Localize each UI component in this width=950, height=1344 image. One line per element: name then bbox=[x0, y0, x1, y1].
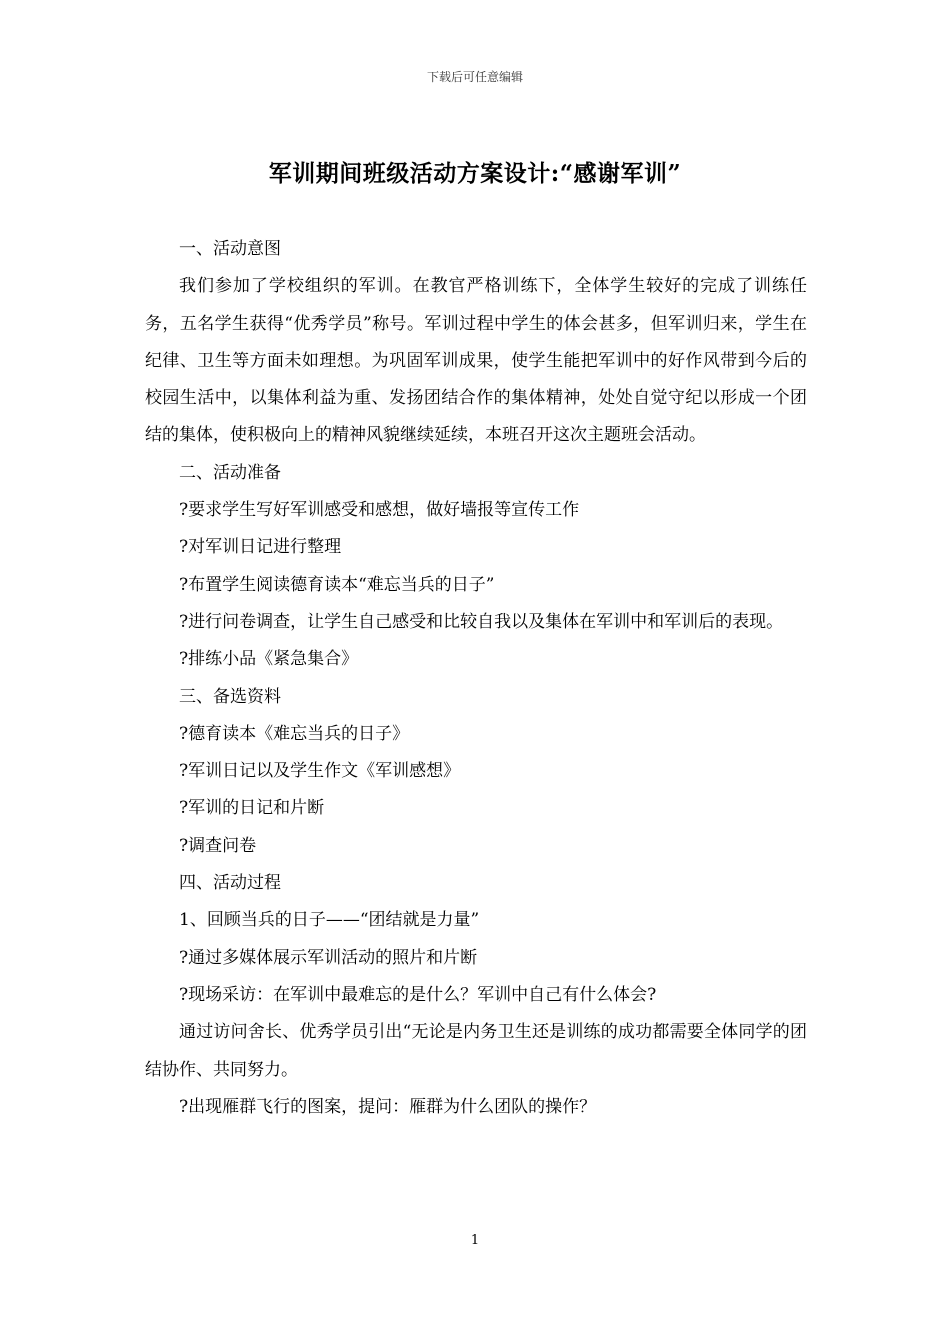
list-item: ?要求学生写好军训感受和感想，做好墙报等宣传工作 bbox=[179, 500, 580, 521]
list-item: ?调查问卷 bbox=[179, 835, 257, 856]
list-item: ?通过多媒体展示军训活动的照片和片断 bbox=[179, 947, 478, 968]
list-item: ?军训的日记和片断 bbox=[179, 798, 325, 819]
list-item: ?军训日记以及学生作文《军训感想》 bbox=[179, 761, 461, 782]
paragraph-intent-body: 我们参加了学校组织的军训。在教官严格训练下，全体学生较好的完成了训练任务，五名学生获得“优秀学员”称号。军训过程中学生的体会甚多，但军训归来，学生在纪律、卫生等方面未如理想。为巩固军训成果，使学生能把军训中的好作风带到今后的校园生活中，以集体利益为重、发扬团结合作的集体精神，处处自觉守纪以形成一个团结的集体，使积极向上的精神风貌继续延续，本班召开这次主题班会活动。 bbox=[145, 276, 807, 446]
list-item: ?现场采访：在军训中最难忘的是什么？军训中自己有什么体会? bbox=[179, 984, 657, 1005]
page-header-note: 下载后可任意编辑 bbox=[426, 70, 523, 84]
section-heading-intent: 一、活动意图 bbox=[179, 239, 281, 259]
document-title: 军训期间班级活动方案设计:“感谢军训” bbox=[268, 160, 682, 187]
list-item: ?进行问卷调查，让学生自己感受和比较自我以及集体在军训中和军训后的表现。 bbox=[179, 611, 784, 632]
document-body bbox=[145, 231, 807, 1126]
section-heading-process: 四、活动过程 bbox=[179, 873, 281, 894]
section-heading-preparation: 二、活动准备 bbox=[179, 462, 281, 483]
page-number: 1 bbox=[470, 1233, 480, 1248]
subsection-heading: 1、回顾当兵的日子——“团结就是力量” bbox=[179, 910, 480, 931]
list-item: ?布置学生阅读德育读本“难忘当兵的日子” bbox=[179, 574, 495, 595]
list-item: ?对军训日记进行整理 bbox=[179, 537, 342, 558]
paragraph-text: 通过访问舍长、优秀学员引出“无论是内务卫生还是训练的成功都需要全体同学的团结协作、共同努力。 bbox=[145, 1022, 807, 1080]
list-item: ?德育读本《难忘当兵的日子》 bbox=[179, 723, 410, 744]
section-heading-materials: 三、备选资料 bbox=[179, 686, 281, 707]
list-item: ?排练小品《紧急集合》 bbox=[179, 649, 359, 670]
list-item: ?出现雁群飞行的图案，提问：雁群为什么团队的操作？ bbox=[179, 1096, 597, 1117]
